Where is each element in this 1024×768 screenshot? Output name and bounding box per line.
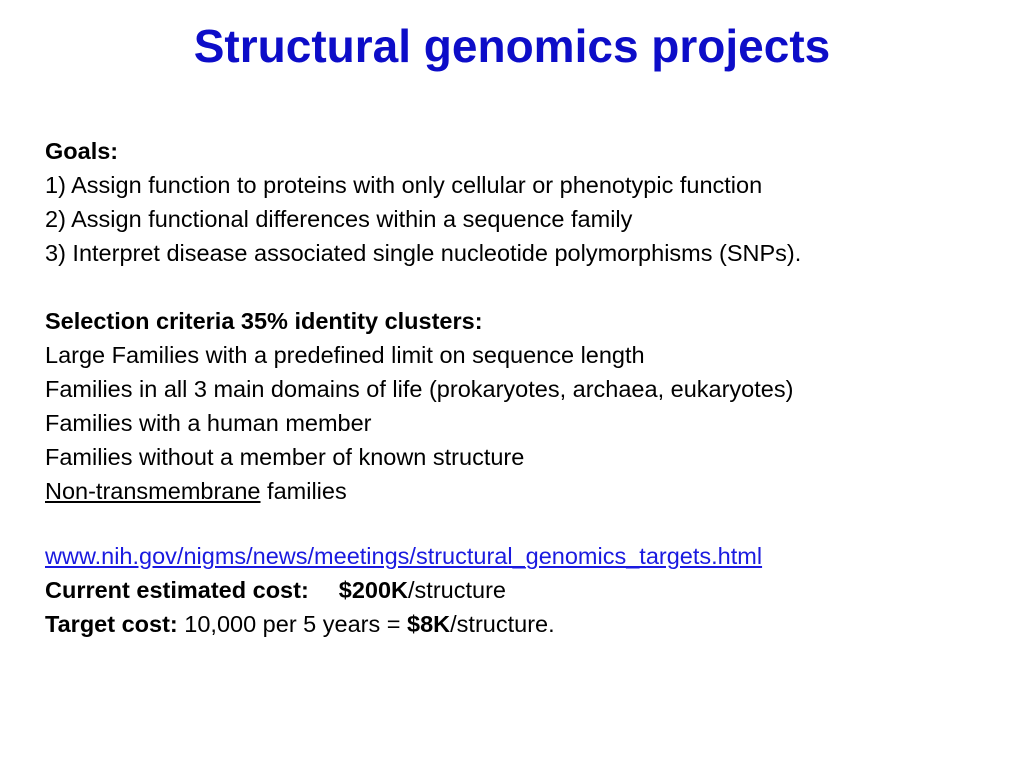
target-cost-line	[45, 607, 1005, 641]
spacer	[45, 270, 1005, 304]
current-cost-line	[45, 573, 1005, 607]
selection-item-2: Families in all 3 main domains of life (prokaryotes, archaea, eukaryotes)	[45, 376, 794, 402]
slide-title: Structural genomics projects	[193, 20, 831, 72]
current-cost-value: $200K	[338, 577, 409, 603]
selection-item-3: Families with a human member	[45, 410, 372, 436]
spacer	[45, 508, 1005, 522]
goals-heading: Goals:	[45, 138, 119, 164]
current-cost-unit: /structure	[408, 577, 506, 603]
non-transmembrane-text: Non-transmembrane	[45, 478, 261, 504]
current-cost-label: Current estimated cost:	[45, 577, 309, 603]
target-cost-label: Target cost:	[45, 611, 178, 637]
families-text: families	[260, 478, 347, 504]
selection-item-4: Families without a member of known structure	[45, 444, 525, 470]
selection-item-5	[45, 474, 1005, 508]
selection-item-1: Large Families with a predefined limit on sequence length	[45, 342, 645, 368]
target-cost-value: $8K	[407, 611, 451, 637]
link-line	[45, 539, 1005, 573]
selection-heading: Selection criteria 35% identity clusters:	[45, 308, 483, 334]
goal-item-3: 3) Interpret disease associated single nucleotide polymorphisms (SNPs).	[45, 240, 802, 266]
slide-body	[45, 134, 1005, 641]
target-cost-unit: /structure.	[450, 611, 555, 637]
target-cost-text: 10,000 per 5 years =	[177, 611, 408, 637]
nih-targets-link[interactable]: www.nih.gov/nigms/news/meetings/structural_genomics_targets.html	[45, 543, 763, 569]
goal-item-1: 1) Assign function to proteins with only cellular or phenotypic function	[45, 172, 763, 198]
goal-item-2: 2) Assign functional differences within a sequence family	[45, 206, 633, 232]
